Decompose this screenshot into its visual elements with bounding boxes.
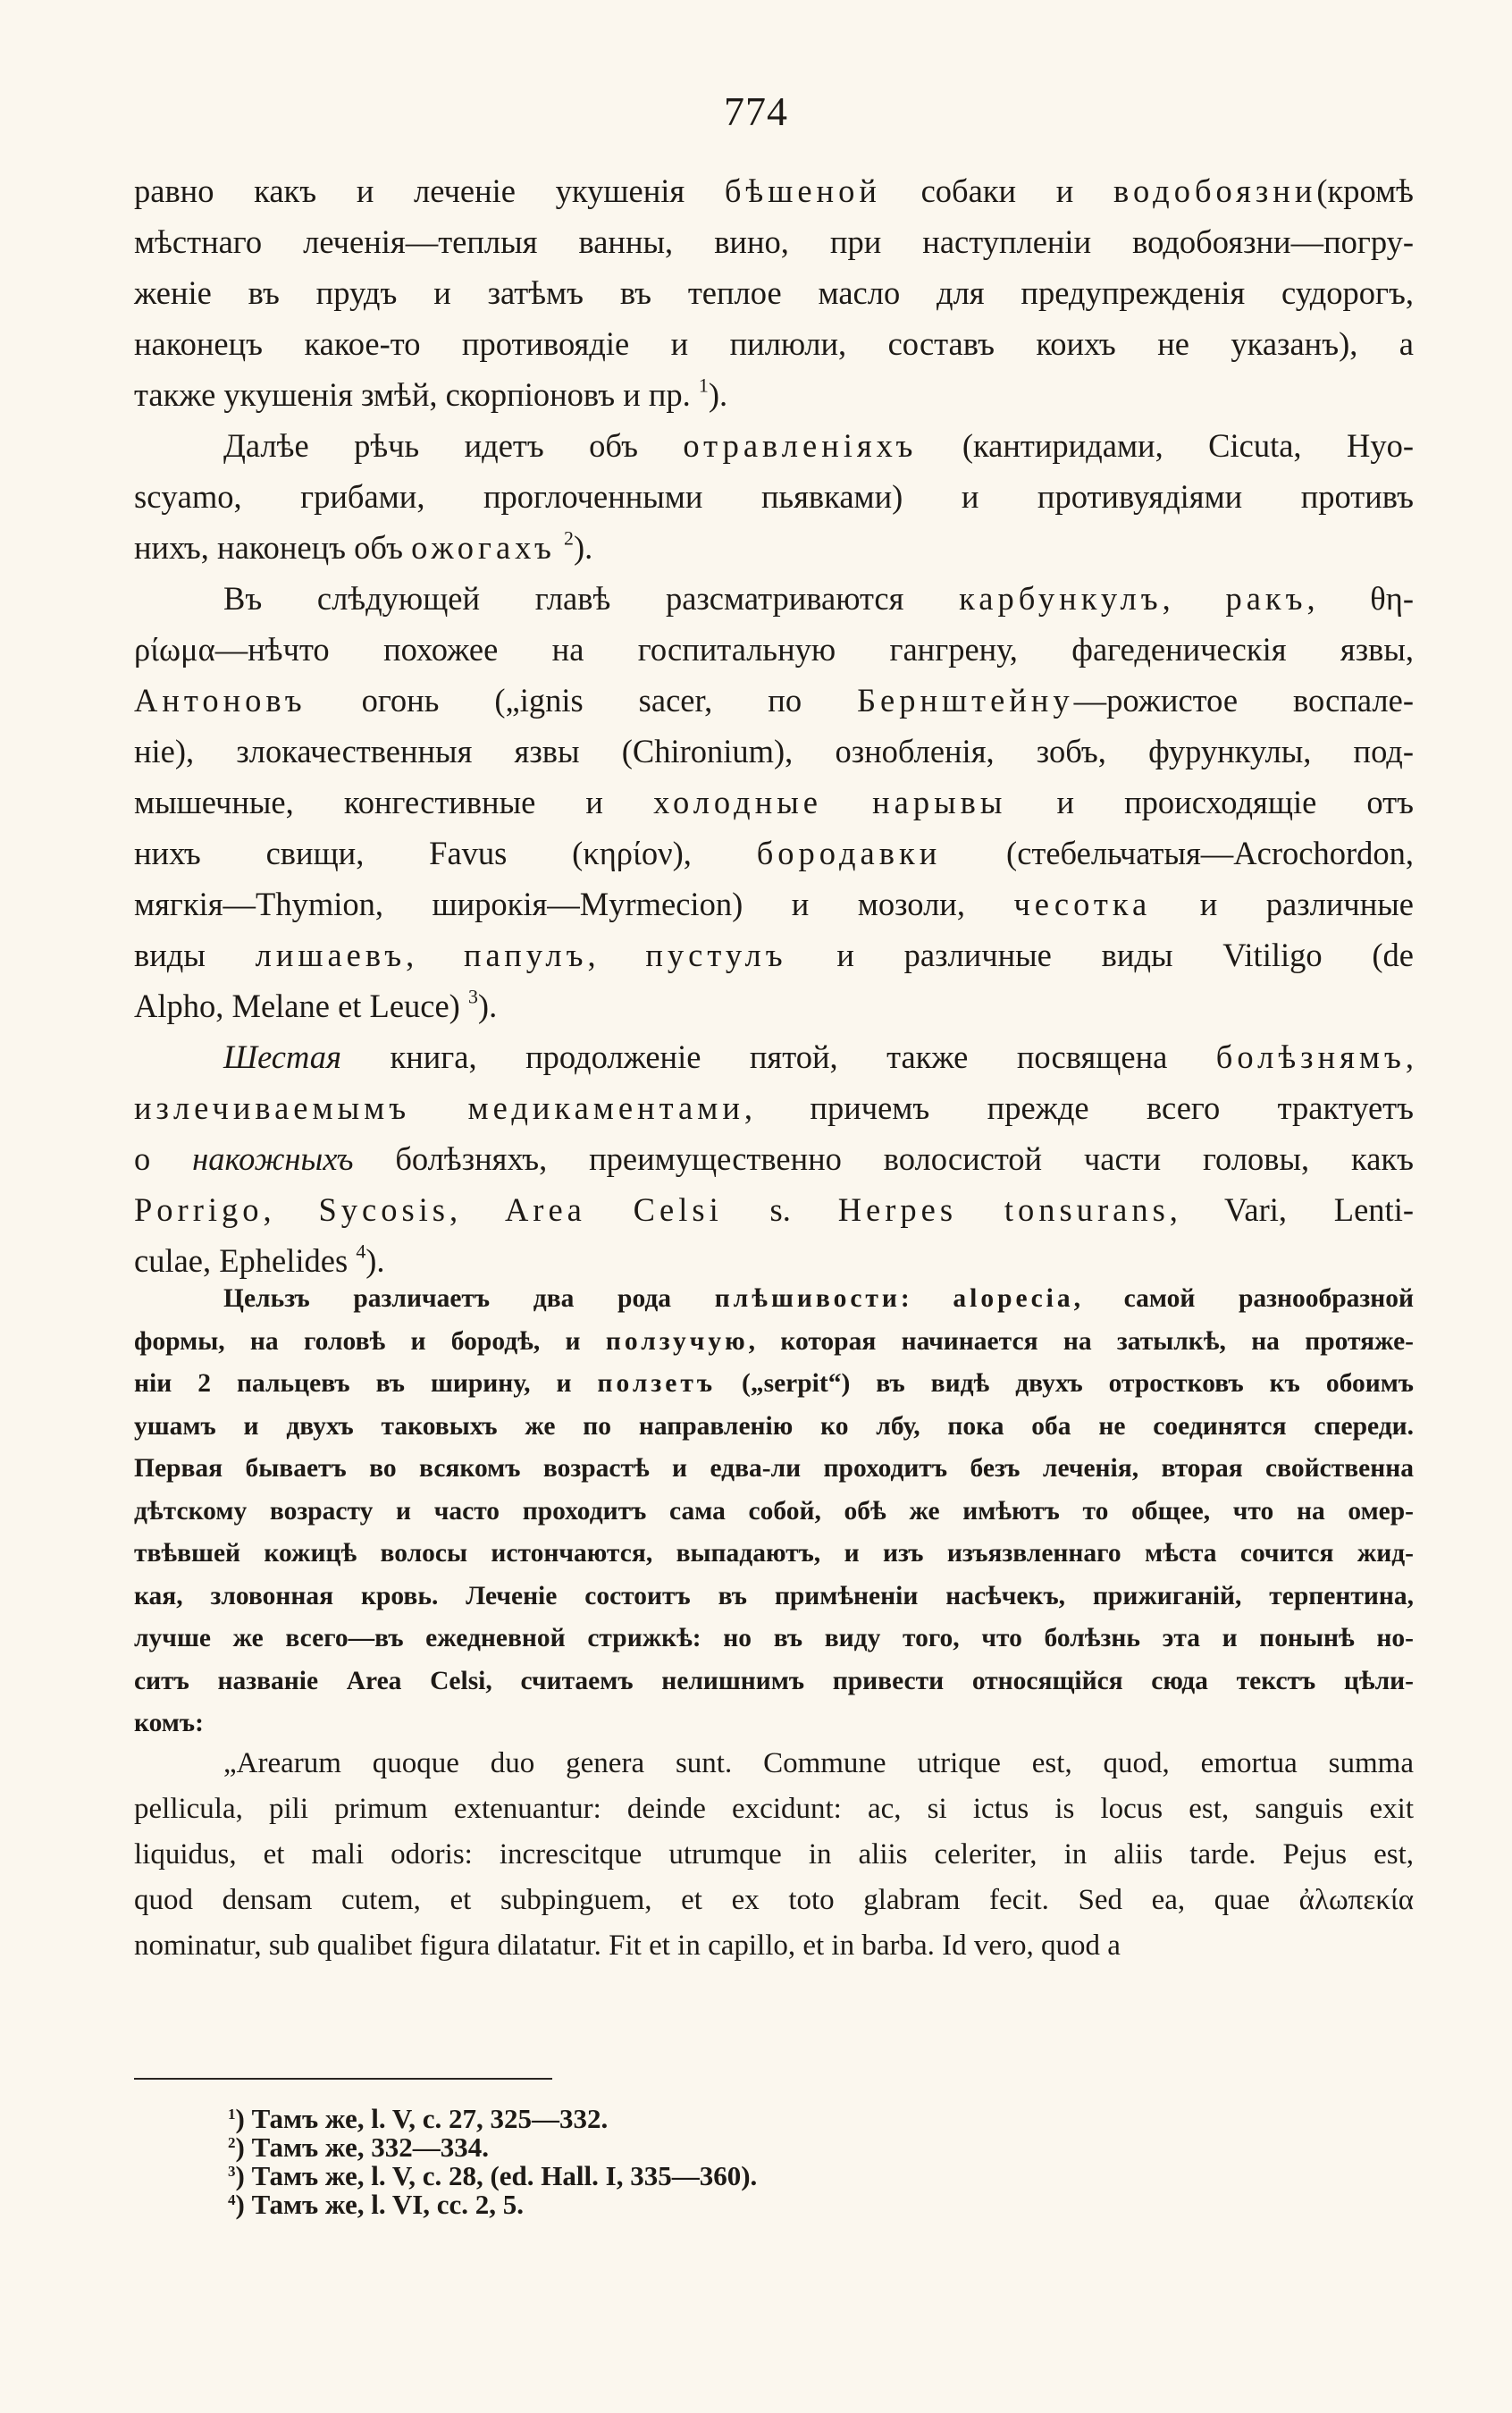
spaced-emphasis: Бернштейну xyxy=(857,682,1074,719)
text-line: нихъ, наконецъ объ ожогахъ $^2$). xyxy=(134,526,593,566)
footnote-item: $^4$) Тамъ же, l. VI, cc. 2, 5. xyxy=(228,2189,525,2220)
text-line: виды лишаевъ, папулъ, пустулъ и различные виды Vitiligo (de xyxy=(134,937,1414,973)
spaced-emphasis: медикаментами xyxy=(467,1089,744,1126)
spaced-emphasis: ползетъ xyxy=(597,1369,717,1398)
spaced-emphasis: tonsurans xyxy=(1004,1191,1170,1228)
spaced-emphasis: ползучую xyxy=(605,1326,749,1356)
text-line: ситъ названіе Area Celsi, считаемъ нелишнимъ привести относящійся сюда текстъ цѣли- xyxy=(134,1666,1414,1695)
text-line: формы, на головѣ и бородѣ, и ползучую, которая начинается на затылкѣ, на протяже- xyxy=(134,1326,1414,1356)
spaced-emphasis: холодные xyxy=(653,784,822,820)
text-line: наконецъ какое-то противоядіе и пилюли, составъ коихъ не указанъ), а xyxy=(134,325,1414,362)
text-line: quod densam cutem, et subpinguem, et ex toto glabram fecit. Sed ea, quae ἀλωπεκία xyxy=(134,1884,1414,1916)
paragraph-4 xyxy=(134,1031,1414,1286)
text-line: твѣвшей кожицѣ волосы истончаются, выпадаютъ, и изъ изъязвленнаго мѣста сочится жид- xyxy=(134,1539,1414,1568)
text-line: ρίωμα—нѣчто похожее на госпитальную гангрену, фагеденическія язвы, xyxy=(134,631,1414,668)
spaced-emphasis: бородавки xyxy=(756,835,942,871)
text-line: нихъ свищи, Favus (κηρίον), бородавки (стебельчатыя—Acrochordon, xyxy=(134,835,1414,871)
spaced-emphasis: отравленіяхъ xyxy=(683,427,918,464)
text-line: лучше же всего—въ ежедневной стрижкѣ: но въ виду того, что болѣзнь эта и понынѣ но- xyxy=(134,1624,1414,1652)
text-line: женіе въ прудъ и затѣмъ въ теплое масло для предупрежденія судорогъ, xyxy=(134,274,1414,311)
spaced-emphasis: Area xyxy=(504,1191,586,1228)
footnote-number: 1 xyxy=(228,2105,236,2123)
text-line: liquidus, et mali odoris: increscitque utrumque in aliis celeriter, in aliis tarde. Pejus est, xyxy=(134,1838,1414,1871)
text-line: мягкія—Thymion, широкія—Myrmecion) и мозоли, чесотка и различные xyxy=(134,886,1414,922)
text-line: о накожныхъ болѣзняхъ, преимущественно волосистой части головы, какъ xyxy=(134,1140,1414,1177)
spaced-emphasis: ракъ xyxy=(1225,580,1307,617)
text-line: кая, зловонная кровь. Леченіе состоитъ въ примѣненіи насѣчекъ, прижиганій, терпентина, xyxy=(134,1581,1414,1610)
spaced-emphasis: бѣшеной xyxy=(724,172,881,209)
italic-emphasis: Шестая xyxy=(223,1038,342,1075)
text-line: scyamo, грибами, проглоченными пьявками) и противуядіями противъ xyxy=(134,478,1414,515)
footnote-reference[interactable]: 3 xyxy=(467,985,478,1008)
spaced-emphasis: лишаевъ xyxy=(255,937,407,973)
spaced-emphasis: папулъ xyxy=(463,937,588,973)
paragraph-2 xyxy=(134,420,1414,573)
footnote-item: $^1$) Тамъ же, l. V, c. 27, 325—332. xyxy=(228,2103,609,2134)
text-line: nominatur, sub qualibet figura dilatatur. Fit et in capillo, et in barba. Id vero, quod a xyxy=(134,1930,1121,1962)
text-line: также укушенія змѣй, скорпіоновъ и пр. $^1$). xyxy=(134,374,728,413)
page-number: 774 xyxy=(724,88,788,134)
footnote-rule xyxy=(134,2078,552,2080)
text-line: ушамъ и двухъ таковыхъ же по направленію ко лбу, пока оба не соединятся спереди. xyxy=(134,1411,1414,1441)
spaced-emphasis: болѣзнямъ xyxy=(1215,1038,1406,1075)
text-line: ніи 2 пальцевъ въ ширину, и ползетъ („serpit“) въ видѣ двухъ отростковъ къ обоимъ xyxy=(134,1369,1414,1398)
text-line: мѣстнаго леченія—теплыя ванны, вино, при наступленіи водобоязни—погру- xyxy=(134,223,1414,260)
text-line: комъ: xyxy=(134,1709,204,1737)
footnote-number: 4 xyxy=(228,2190,236,2208)
spaced-emphasis: ожогахъ xyxy=(411,529,556,566)
spaced-emphasis: alopecia xyxy=(953,1284,1074,1313)
footnote-reference[interactable]: 4 xyxy=(356,1240,366,1263)
text-line: Въ слѣдующей главѣ разсматриваются карбункулъ, ракъ, θη- xyxy=(223,580,1415,617)
footnote-item: $^3$) Тамъ же, l. V, c. 28, (ed. Hall. I, 335—360). xyxy=(228,2160,758,2191)
text-line: Антоновъ огонь („ignis sacer, по Бернштейну—рожистое воспале- xyxy=(134,682,1414,719)
footnote-item: $^2$) Тамъ же, 332—334. xyxy=(228,2131,490,2163)
text-line: Шестая книга, продолженіе пятой, также посвящена болѣзнямъ, xyxy=(223,1038,1414,1075)
text-line: Porrigo, Sycosis, Area Celsi s. Herpes tonsurans, Vari, Lenti- xyxy=(134,1191,1414,1228)
text-line: дѣтскому возрасту и часто проходитъ сама собой, обѣ же имѣютъ то общее, что на омер- xyxy=(134,1496,1414,1526)
text-line: Далѣе рѣчь идетъ объ отравленіяхъ (кантиридами, Cicuta, Hyo- xyxy=(223,427,1414,464)
spaced-emphasis: Sycosis xyxy=(318,1191,449,1228)
footnotes xyxy=(228,2105,757,2219)
spaced-emphasis: карбункулъ xyxy=(959,580,1163,617)
spaced-emphasis: нарывы xyxy=(872,784,1007,820)
latin-quotation xyxy=(134,1741,1414,1969)
text-line: Первая бываетъ во всякомъ возрастѣ и едва-ли проходитъ безъ леченія, вторая свойственна xyxy=(134,1454,1414,1483)
footnote-reference[interactable]: 2 xyxy=(564,526,574,550)
footnote-reference[interactable]: 1 xyxy=(698,374,709,397)
text-line: culae, Ephelides $^4$). xyxy=(134,1240,385,1279)
footnote-number: 3 xyxy=(228,2162,236,2180)
paragraph-1 xyxy=(134,165,1414,420)
spaced-emphasis: излечиваемымъ xyxy=(134,1089,411,1126)
text-line: равно какъ и леченіе укушенія бѣшеной собаки и водобоязни(кромѣ xyxy=(134,172,1414,209)
spaced-emphasis: чесотка xyxy=(1013,886,1152,922)
text-line: излечиваемымъ медикаментами, причемъ прежде всего трактуетъ xyxy=(134,1089,1414,1126)
spaced-emphasis: пустулъ xyxy=(645,937,787,973)
text-line: „Arearum quoque duo genera sunt. Commune utrique est, quod, emortua summa xyxy=(223,1747,1414,1779)
spaced-emphasis: Celsi xyxy=(633,1191,723,1228)
spaced-emphasis: Porrigo xyxy=(134,1191,264,1228)
paragraph-3 xyxy=(134,573,1414,1031)
text-line: Цельзъ различаетъ два рода плѣшивости: alopecia, самой разнообразной xyxy=(223,1284,1414,1313)
text-line: мышечные, конгестивные и холодные нарывы и происходящіе отъ xyxy=(134,784,1414,820)
text-line: pellicula, pili primum extenuantur: deinde excidunt: ac, si ictus is locus est, sanguis exit xyxy=(134,1793,1414,1825)
italic-emphasis: накожныхъ xyxy=(192,1140,354,1177)
spaced-emphasis: Антоновъ xyxy=(134,682,307,719)
footnote-number: 2 xyxy=(228,2133,236,2151)
text-line: ніе), злокачественныя язвы (Chironium), ознобленія, зобъ, фурункулы, под- xyxy=(134,733,1414,769)
spaced-emphasis: Herpes xyxy=(837,1191,958,1228)
spaced-emphasis: водобоязни xyxy=(1113,172,1317,209)
text-line: Alpho, Melane et Leuce) $^3$). xyxy=(134,985,498,1024)
small-print-commentary xyxy=(134,1278,1414,1745)
spaced-emphasis: плѣшивости xyxy=(714,1284,901,1313)
